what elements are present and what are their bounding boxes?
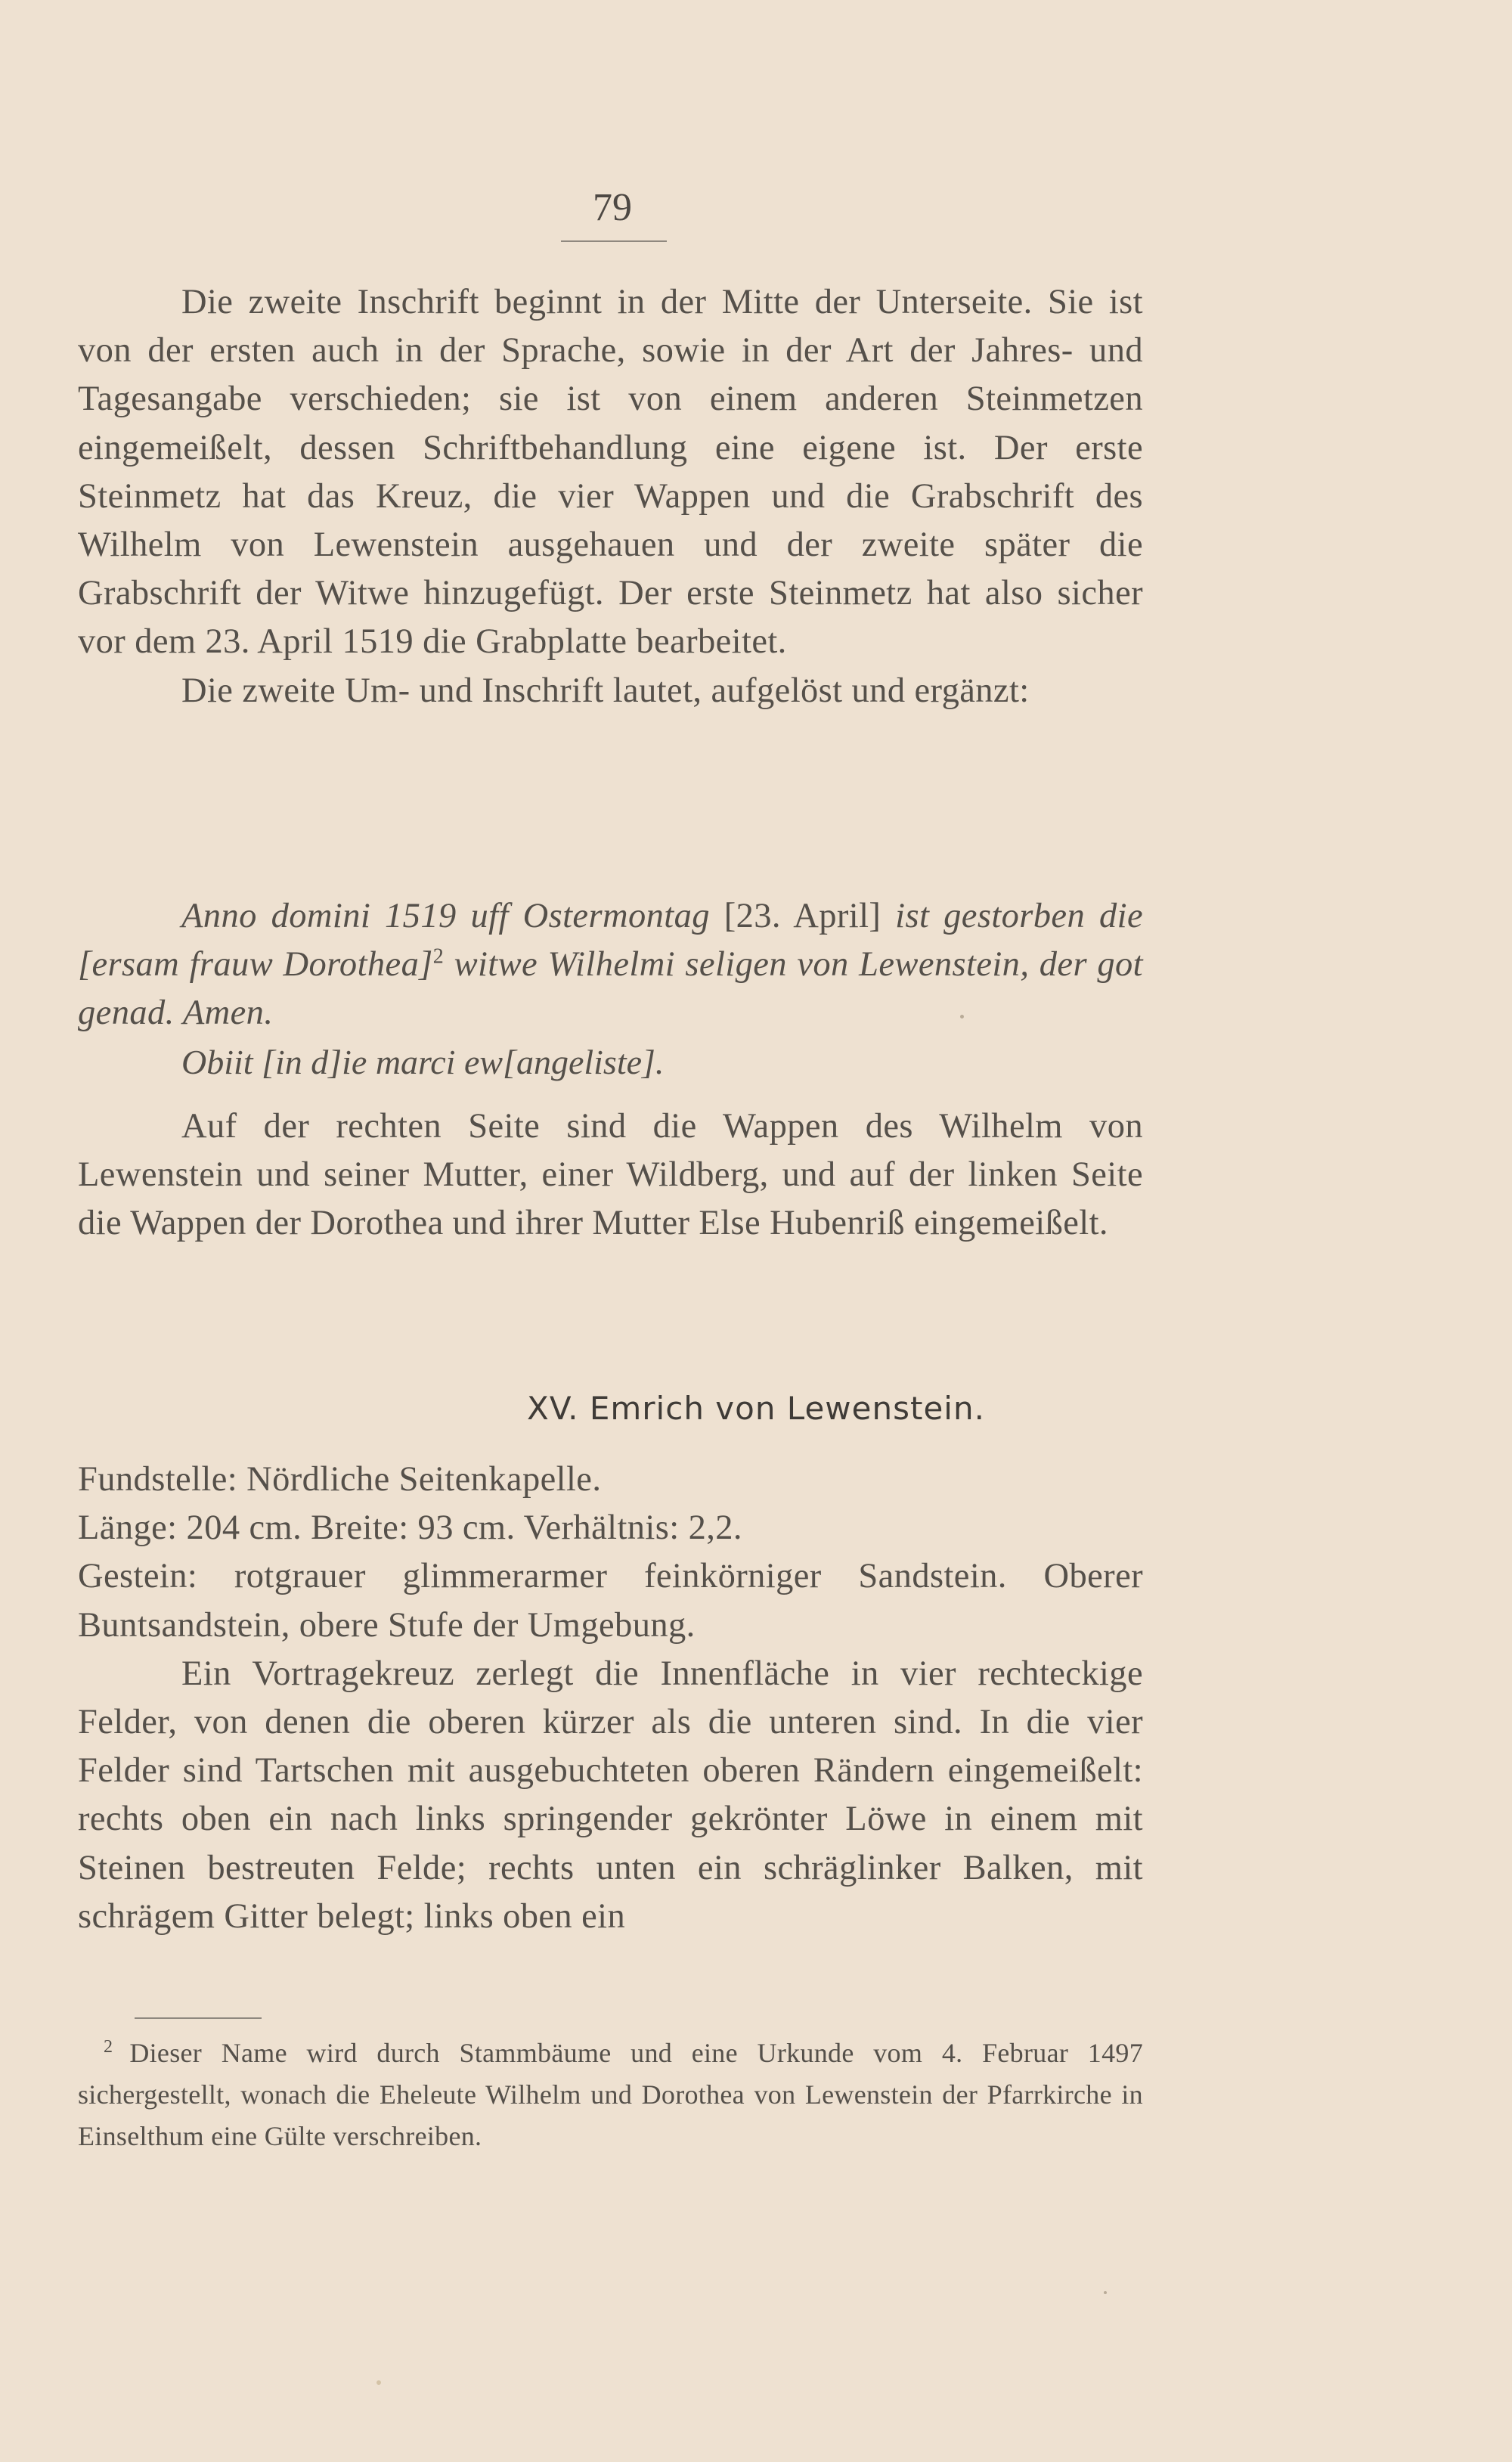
field-masse <box>78 1504 1143 1552</box>
paragraph-inscription-label: Die zweite Um- und Inschrift lautet, aufgelöst und ergänzt: <box>181 671 1030 710</box>
inscription-part3: witwe Wilhelmi seligen von Lewenstein, der got genad. Amen. <box>78 945 1143 1033</box>
footnote-rule <box>135 2017 262 2019</box>
footnote <box>78 2026 1143 2157</box>
paper-speck <box>960 1015 964 1019</box>
field-value: rotgrauer glimmerarmer feinkörniger Sandstein. Oberer Buntsandstein, obere Stufe der Umgebung. <box>78 1557 1143 1645</box>
field-label: Fundstelle: <box>78 1460 238 1499</box>
fields-block <box>78 1456 1143 1941</box>
inscription-part2: ist gestorben die [ersam frauw Dorothea] <box>78 897 1143 984</box>
footnote-reference: 2 <box>432 944 445 969</box>
field-gestein <box>78 1552 1143 1649</box>
page-number-rule <box>561 240 667 242</box>
footnote-text: Dieser Name wird durch Stammbäume und eine Urkunde vom 4. Februar 1497 sichergestellt, wonach die Eheleute Wilhelm und Dorothea von Lewenstein der Pfarrkirche in Einselthum eine Gülte verschreiben. <box>78 2038 1143 2151</box>
inscription-bracket: [23. April] <box>723 897 881 935</box>
paragraph-wappen-block <box>78 1102 1143 1248</box>
inscription-text <box>78 892 1143 1038</box>
inscription-obiit-line: Obiit [in d]ie marci ew[angeliste]. <box>181 1042 665 1081</box>
paragraph-inscription-intro: Die zweite Inschrift beginnt in der Mitte der Unterseite. Sie ist von der ersten auch in der Sprache, sowie in der Art der Jahres- und Tagesangabe verschieden; sie ist von einem anderen Steinmetzen eingemeißelt, dessen Schriftbehandlung eine eigene ist. Der erste Steinmetz hat das Kreuz, die vier Wappen und die Grabschrift des Wilhelm von Lewenstein ausgehauen und der zweite später die Grabschrift der Witwe hinzugefügt. Der erste Steinmetz hat also sicher vor dem 23. April 1519 die Grabplatte bearbeitet. <box>78 283 1143 662</box>
paper-speck <box>1104 2291 1107 2294</box>
paper-speck <box>376 2380 381 2385</box>
field-fundstelle <box>78 1456 1143 1504</box>
page-number: 79 <box>593 186 632 229</box>
inscription-part1: Anno domini 1519 uff Ostermontag <box>181 897 710 935</box>
body-text-top <box>78 278 1143 715</box>
footnote-number: 2 <box>104 2037 113 2057</box>
field-label: Gestein: <box>78 1557 198 1596</box>
inscription-block <box>78 892 1143 1087</box>
field-label: Länge: <box>78 1509 178 1548</box>
field-value: Nördliche Seitenkapelle. <box>246 1460 602 1499</box>
paragraph-description: Ein Vortragekreuz zerlegt die Innenfläche in vier rechteckige Felder, von denen die oberen kürzer als die unteren sind. In die vier Felder sind Tartschen mit ausgebuchteten oberen Rändern eingemeißelt: rechts oben ein nach links springender gekrönter Löwe in einem mit Steinen bestreuten Felde; rechts unten ein schräglinker Balken, mit schrägem Gitter belegt; links oben ein <box>78 1654 1143 1936</box>
field-value: 204 cm. Breite: 93 cm. Verhältnis: 2,2. <box>186 1509 742 1548</box>
section-heading: XV. Emrich von Lewenstein. <box>527 1390 985 1427</box>
paragraph-wappen: Auf der rechten Seite sind die Wappen des Wilhelm von Lewenstein und seiner Mutter, einer Wildberg, und auf der linken Seite die Wappen der Dorothea und ihrer Mutter Else Hubenriß eingemeißelt. <box>78 1107 1143 1243</box>
